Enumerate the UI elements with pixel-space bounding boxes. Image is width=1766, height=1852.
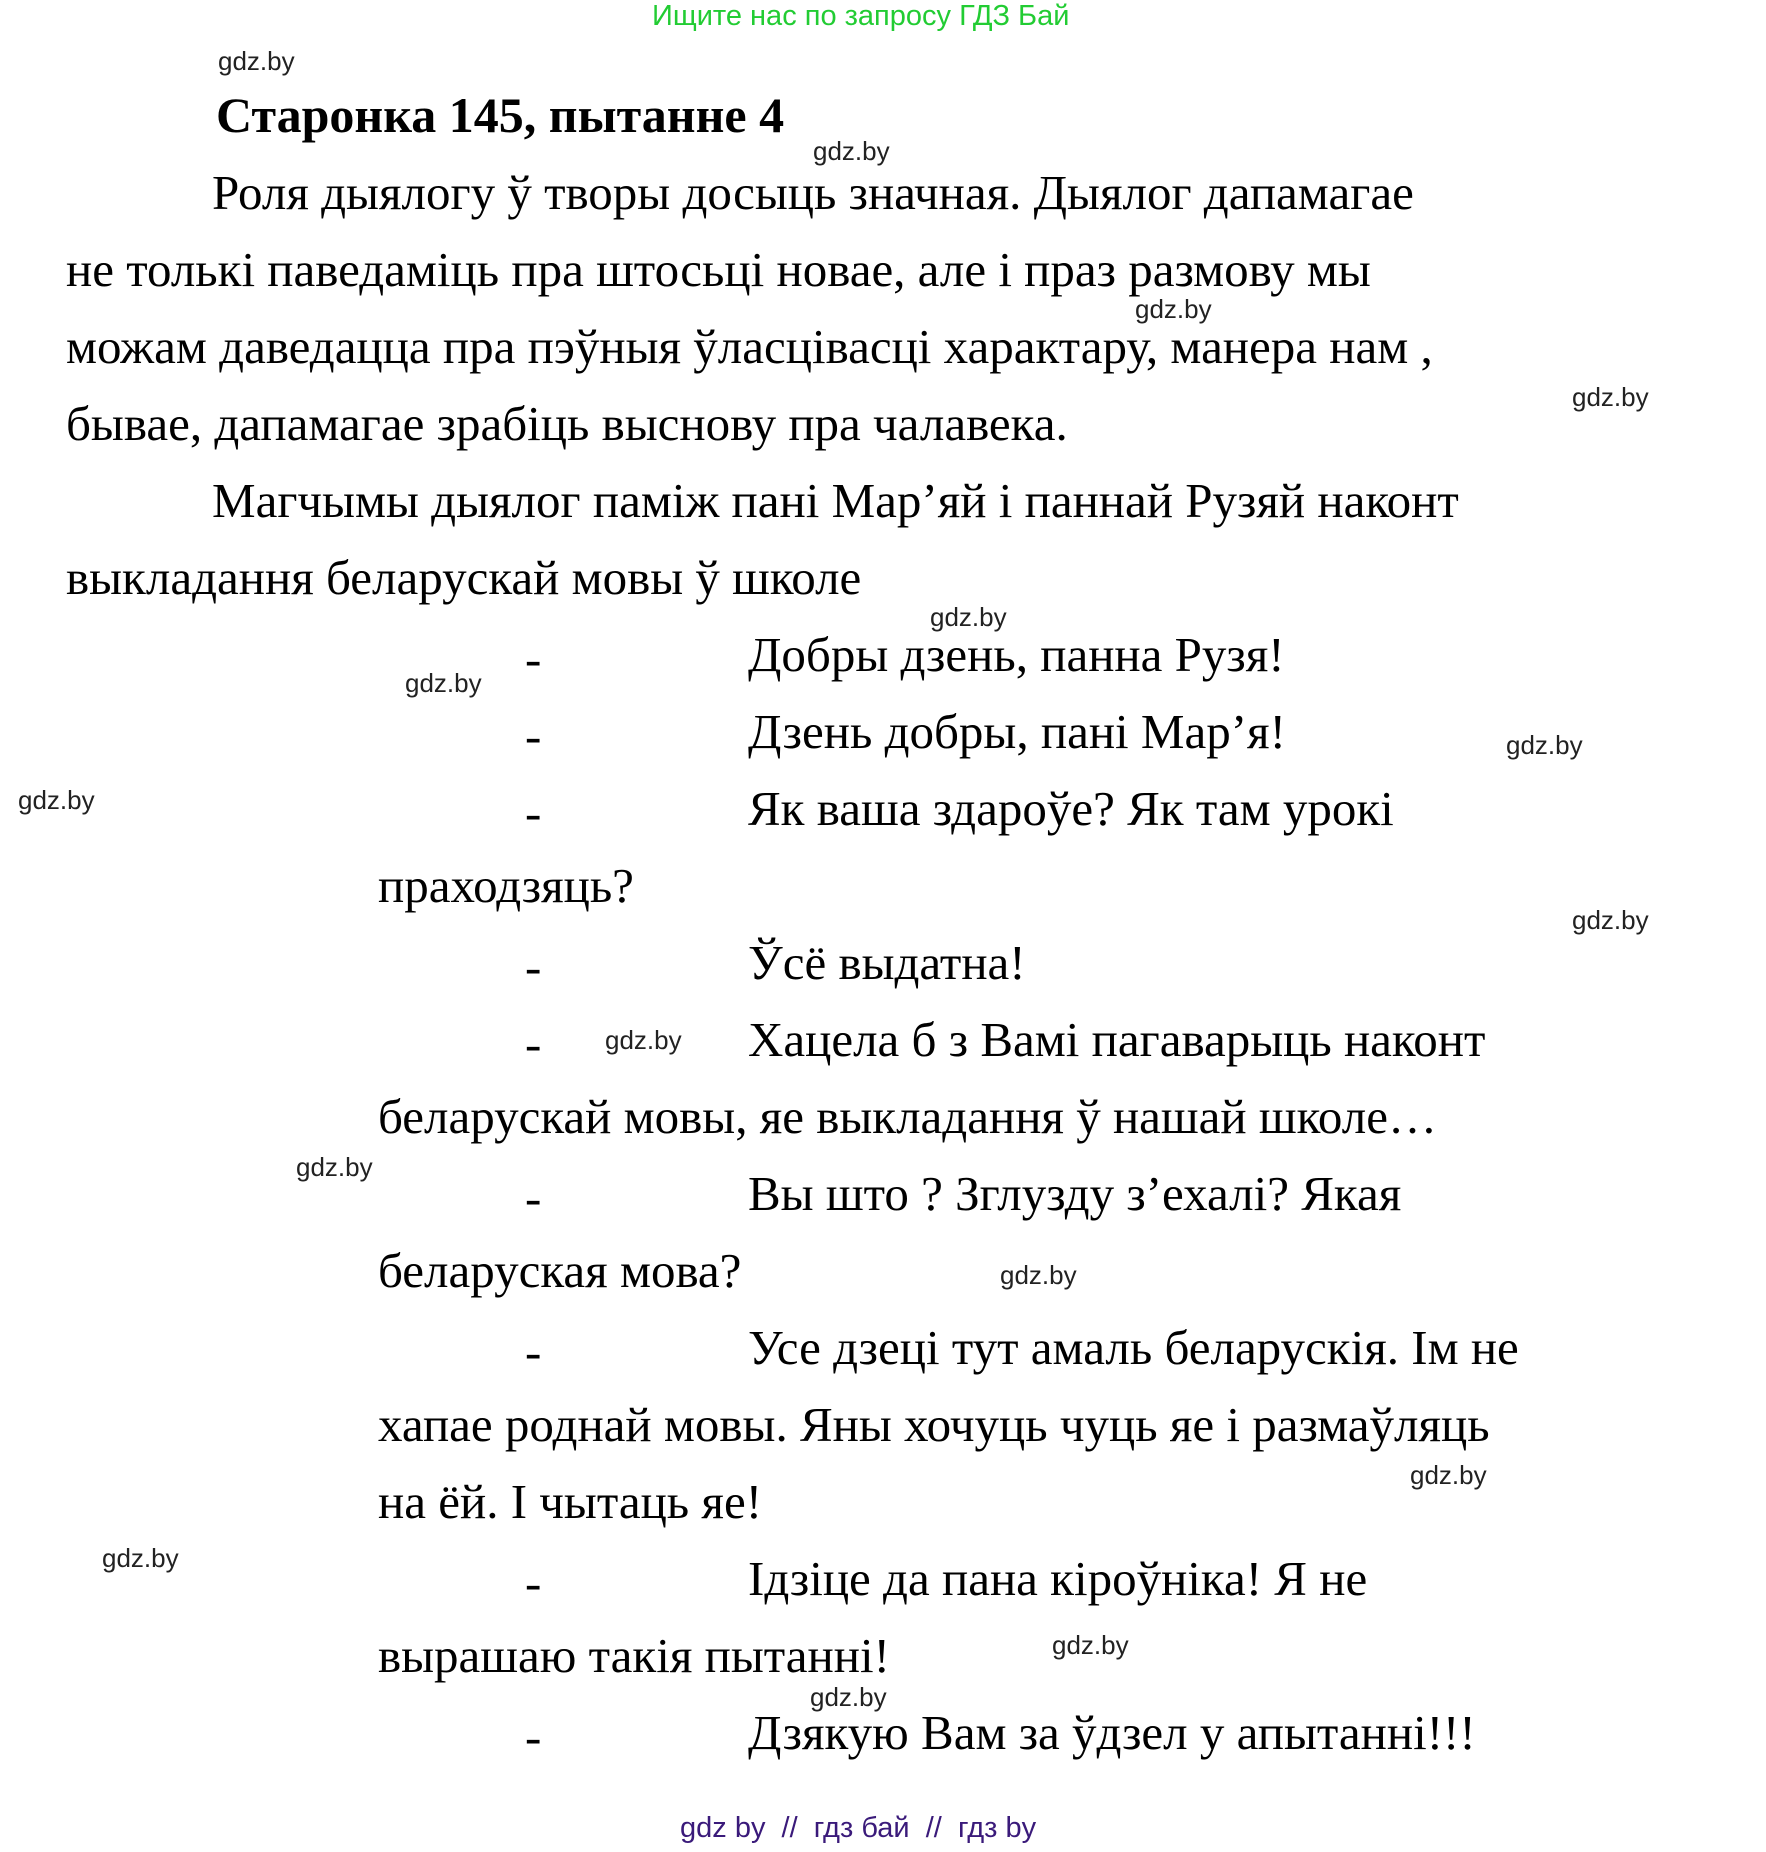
- watermark: gdz.by: [1572, 382, 1649, 412]
- dialogue-line: Усе дзеці тут амаль беларускія. Ім не: [748, 1320, 1519, 1375]
- dialogue-line: Добры дзень, панна Рузя!: [748, 627, 1285, 682]
- dialogue-line: Хацела б з Вамі пагаварыць наконт: [748, 1012, 1486, 1067]
- dialogue-line: Вы што ? Зглузду з’ехалі? Якая: [748, 1166, 1402, 1221]
- watermark: gdz.by: [930, 602, 1007, 632]
- watermark: gdz.by: [218, 46, 295, 76]
- dialogue-continuation: праходзяць?: [378, 858, 634, 913]
- watermark: gdz.by: [405, 668, 482, 698]
- dialogue-line: Ўсё выдатна!: [748, 935, 1026, 990]
- footer-links: gdz by // гдз бай // гдз by: [680, 1812, 1037, 1844]
- dialogue-dash: -: [525, 1324, 542, 1379]
- paragraph-line: Магчымы дыялог паміж пані Мар’яй і паннай Рузяй наконт: [212, 473, 1459, 528]
- watermark: gdz.by: [1506, 730, 1583, 760]
- dialogue-continuation: вырашаю такія пытанні!: [378, 1628, 890, 1683]
- watermark: gdz.by: [1572, 905, 1649, 935]
- watermark: gdz.by: [605, 1025, 682, 1055]
- dialogue-dash: -: [525, 631, 542, 686]
- dialogue-continuation: беларуская мова?: [378, 1243, 742, 1298]
- watermark: gdz.by: [810, 1682, 887, 1712]
- dialogue-dash: -: [525, 708, 542, 763]
- dialogue-continuation: беларускай мовы, яе выкладання ў нашай школе…: [378, 1089, 1437, 1144]
- watermark: gdz.by: [296, 1152, 373, 1182]
- paragraph-line: Роля дыялогу ў творы досыць значная. Дыялог дапамагае: [212, 165, 1414, 220]
- watermark: gdz.by: [1135, 294, 1212, 324]
- dialogue-dash: -: [525, 1016, 542, 1071]
- watermark: gdz.by: [1000, 1260, 1077, 1290]
- watermark: gdz.by: [813, 136, 890, 166]
- dialogue-line: Ідзіце да пана кіроўніка! Я не: [748, 1551, 1368, 1606]
- dialogue-dash: -: [525, 1555, 542, 1610]
- dialogue-dash: -: [525, 939, 542, 994]
- watermark: gdz.by: [102, 1543, 179, 1573]
- paragraph-line: бывае, дапамагае зрабіць выснову пра чалавека.: [66, 396, 1068, 451]
- watermark: gdz.by: [18, 785, 95, 815]
- dialogue-continuation: на ёй. І чытаць яе!: [378, 1474, 763, 1529]
- dialogue-continuation: хапае роднай мовы. Яны хочуць чуць яе і размаўляць: [378, 1397, 1490, 1452]
- dialogue-line: Дзень добры, пані Мар’я!: [748, 704, 1286, 759]
- watermark: gdz.by: [1410, 1460, 1487, 1490]
- page-title: Старонка 145, пытанне 4: [216, 87, 785, 143]
- top-banner: Ищите нас по запросу ГДЗ Бай: [652, 0, 1070, 32]
- paragraph-line: выкладання беларускай мовы ў школе: [66, 550, 862, 605]
- dialogue-dash: -: [525, 785, 542, 840]
- dialogue-dash: -: [525, 1709, 542, 1764]
- watermark: gdz.by: [1052, 1630, 1129, 1660]
- paragraph-line: не толькі паведаміць пра штосьці новае, але і праз размову мы: [66, 242, 1371, 297]
- dialogue-line: Дзякую Вам за ўдзел у апытанні!!!: [748, 1705, 1476, 1760]
- dialogue-line: Як ваша здароўе? Як там урокі: [748, 781, 1394, 836]
- dialogue-dash: -: [525, 1170, 542, 1225]
- paragraph-line: можам даведацца пра пэўныя ўласцівасці характару, манера нам ,: [66, 319, 1433, 374]
